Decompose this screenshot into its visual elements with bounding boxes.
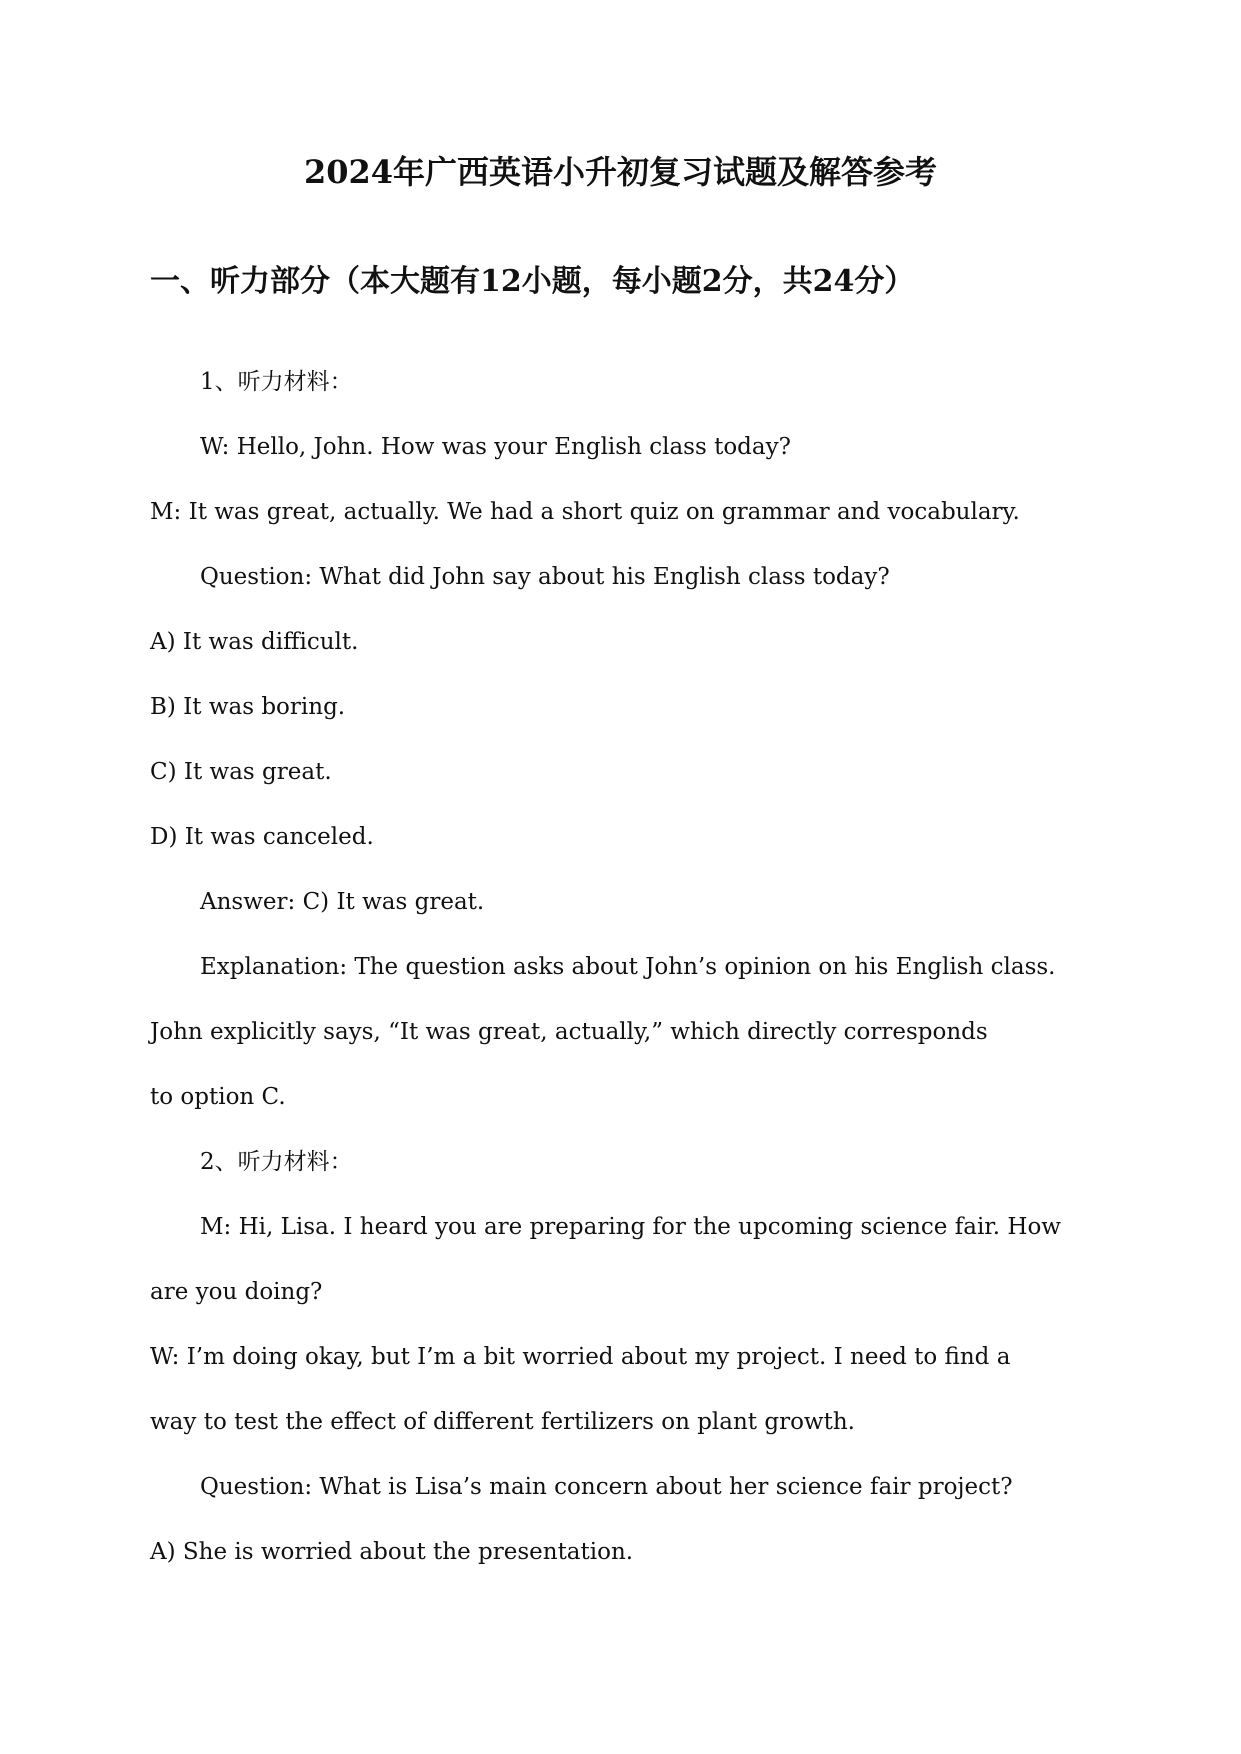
document-body	[150, 350, 1090, 1585]
question-text: Question: What did John say about his English class today?	[200, 564, 890, 590]
dialogue-line: W: I’m doing okay, but I’m a bit worried about my project. I need to find a	[150, 1344, 1011, 1370]
answer-option: C) It was great.	[150, 759, 332, 785]
explanation-line: to option C.	[150, 1084, 286, 1110]
explanation-line: John explicitly says, “It was great, actually,” which directly corresponds	[150, 1019, 988, 1045]
dialogue-line: M: It was great, actually. We had a short quiz on grammar and vocabulary.	[150, 499, 1020, 525]
answer-option: B) It was boring.	[150, 694, 346, 720]
document-title: 2024年广西英语小升初复习试题及解答参考	[303, 153, 938, 191]
dialogue-line: M: Hi, Lisa. I heard you are preparing for the upcoming science fair. How	[200, 1214, 1061, 1240]
answer-option: A) She is worried about the presentation.	[150, 1539, 634, 1565]
dialogue-line: W: Hello, John. How was your English class today?	[200, 434, 791, 460]
question-1-label: 1、听力材料：	[200, 369, 353, 395]
answer-option: D) It was canceled.	[150, 824, 374, 850]
question-2-label: 2、听力材料：	[200, 1149, 353, 1175]
question-text: Question: What is Lisa’s main concern about her science fair project?	[200, 1474, 1013, 1500]
dialogue-line: are you doing?	[150, 1279, 323, 1305]
answer-line: Answer: C) It was great.	[200, 889, 485, 915]
section-heading: 一、听力部分（本大题有12小题，每小题2分，共24分）	[150, 264, 915, 299]
answer-option: A) It was difficult.	[150, 629, 359, 655]
explanation-line: Explanation: The question asks about John’s opinion on his English class.	[200, 954, 1056, 980]
dialogue-line: way to test the effect of different fertilizers on plant growth.	[150, 1409, 855, 1435]
